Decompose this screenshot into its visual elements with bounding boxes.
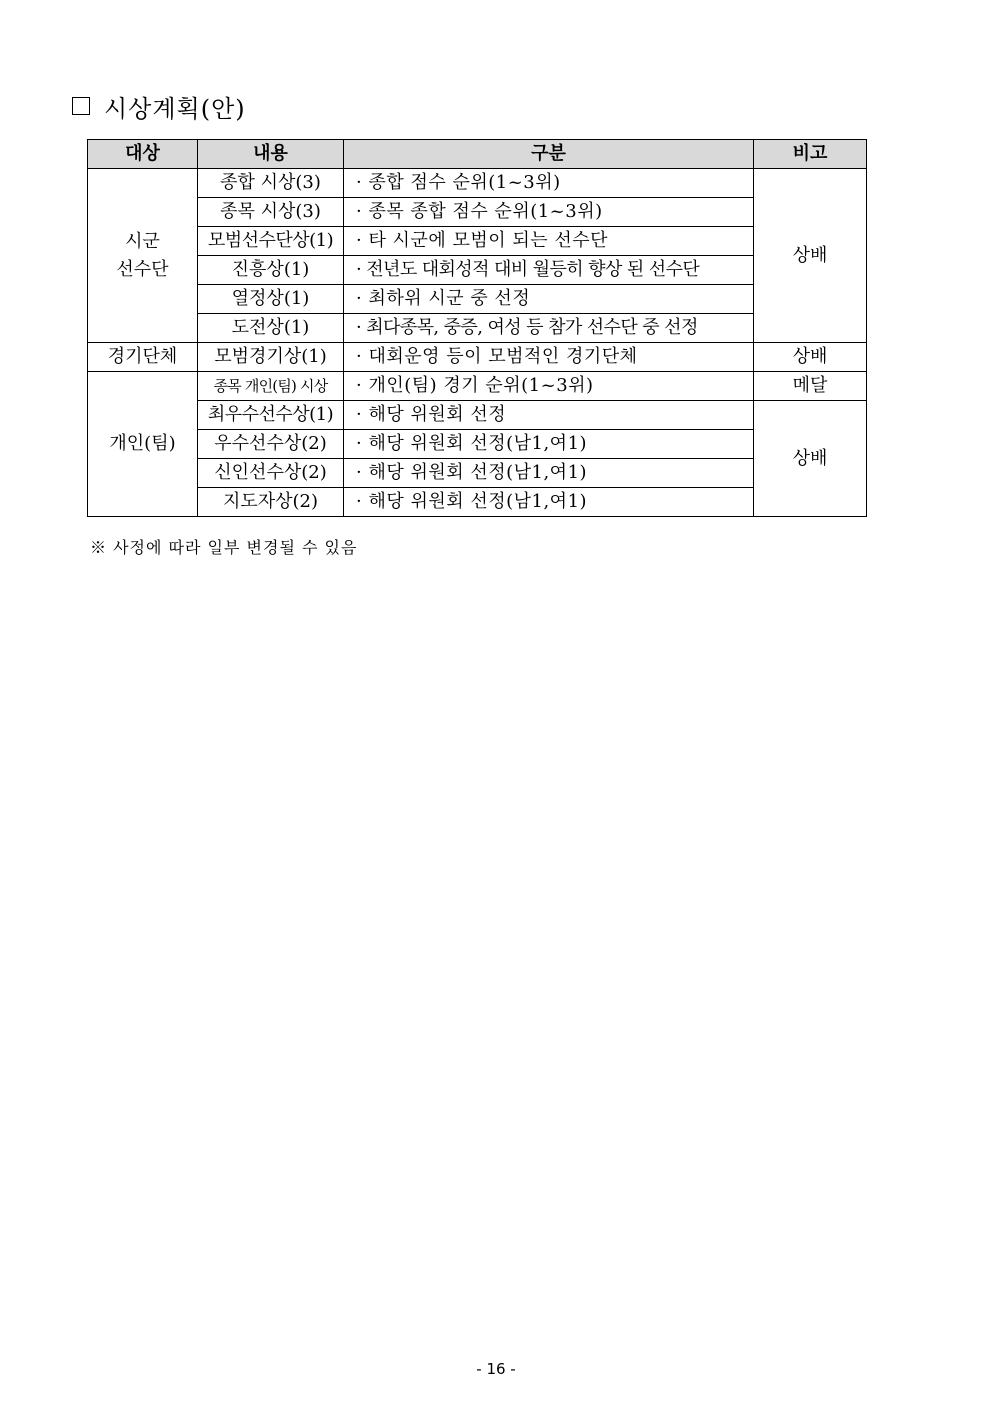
content-cell: 지도자상(2) (198, 488, 344, 517)
desc-cell: · 개인(팀) 경기 순위(1~3위) (344, 372, 754, 401)
page-number: - 16 - (476, 1360, 516, 1378)
table-row (88, 314, 867, 343)
remark-cell: 상배 (754, 401, 867, 517)
target-sports-org: 경기단체 (88, 343, 198, 372)
desc-cell: · 해당 위원회 선정(남1,여1) (344, 488, 754, 517)
table-row (88, 401, 867, 430)
table-row (88, 227, 867, 256)
content-cell: 최우수선수상(1) (198, 401, 344, 430)
footnote: ※ 사정에 따라 일부 변경될 수 있음 (90, 538, 358, 557)
table-row (88, 430, 867, 459)
remark-cell: 상배 (754, 343, 867, 372)
table-row (88, 343, 867, 372)
desc-cell: · 대회운영 등이 모범적인 경기단체 (344, 343, 754, 372)
content-cell: 종합 시상(3) (198, 169, 344, 198)
table-row (88, 488, 867, 517)
target-city-team (88, 169, 198, 343)
target-line: 시군 (125, 230, 160, 252)
content-cell: 모범경기상(1) (198, 343, 344, 372)
content-cell: 도전상(1) (198, 314, 344, 343)
table-row (88, 169, 867, 198)
section-heading (72, 90, 246, 122)
target-line: 선수단 (116, 258, 169, 280)
desc-cell: · 종목 종합 점수 순위(1~3위) (344, 198, 754, 227)
header-target: 대상 (88, 140, 198, 169)
desc-cell: · 타 시군에 모범이 되는 선수단 (344, 227, 754, 256)
target-individual-team: 개인(팀) (88, 372, 198, 517)
desc-cell: · 해당 위원회 선정(남1,여1) (344, 430, 754, 459)
checkbox-square-icon (72, 97, 90, 115)
table-row (88, 198, 867, 227)
desc-cell: · 해당 위원회 선정 (344, 401, 754, 430)
content-cell: 종목 개인(팀) 시상 (198, 372, 344, 401)
desc-cell: · 해당 위원회 선정(남1,여1) (344, 459, 754, 488)
content-cell: 우수선수상(2) (198, 430, 344, 459)
header-remark: 비고 (754, 140, 867, 169)
table-row (88, 459, 867, 488)
table-row (88, 256, 867, 285)
content-cell: 열정상(1) (198, 285, 344, 314)
header-category: 구분 (344, 140, 754, 169)
desc-cell: · 최하위 시군 중 선정 (344, 285, 754, 314)
section-title: 시상계획(안) (104, 94, 246, 123)
table-header-row (88, 140, 867, 169)
content-cell: 모범선수단상(1) (198, 227, 344, 256)
desc-cell: · 전년도 대회성적 대비 월등히 향상 된 선수단 (344, 256, 754, 285)
content-cell: 진흥상(1) (198, 256, 344, 285)
header-content: 내용 (198, 140, 344, 169)
table-row (88, 372, 867, 401)
desc-cell: · 최다종목, 중증, 여성 등 참가 선수단 중 선정 (344, 314, 754, 343)
table-row (88, 285, 867, 314)
remark-cell: 상배 (754, 169, 867, 343)
content-cell: 종목 시상(3) (198, 198, 344, 227)
award-plan-table (87, 139, 867, 517)
content-cell: 신인선수상(2) (198, 459, 344, 488)
desc-cell: · 종합 점수 순위(1~3위) (344, 169, 754, 198)
remark-cell: 메달 (754, 372, 867, 401)
